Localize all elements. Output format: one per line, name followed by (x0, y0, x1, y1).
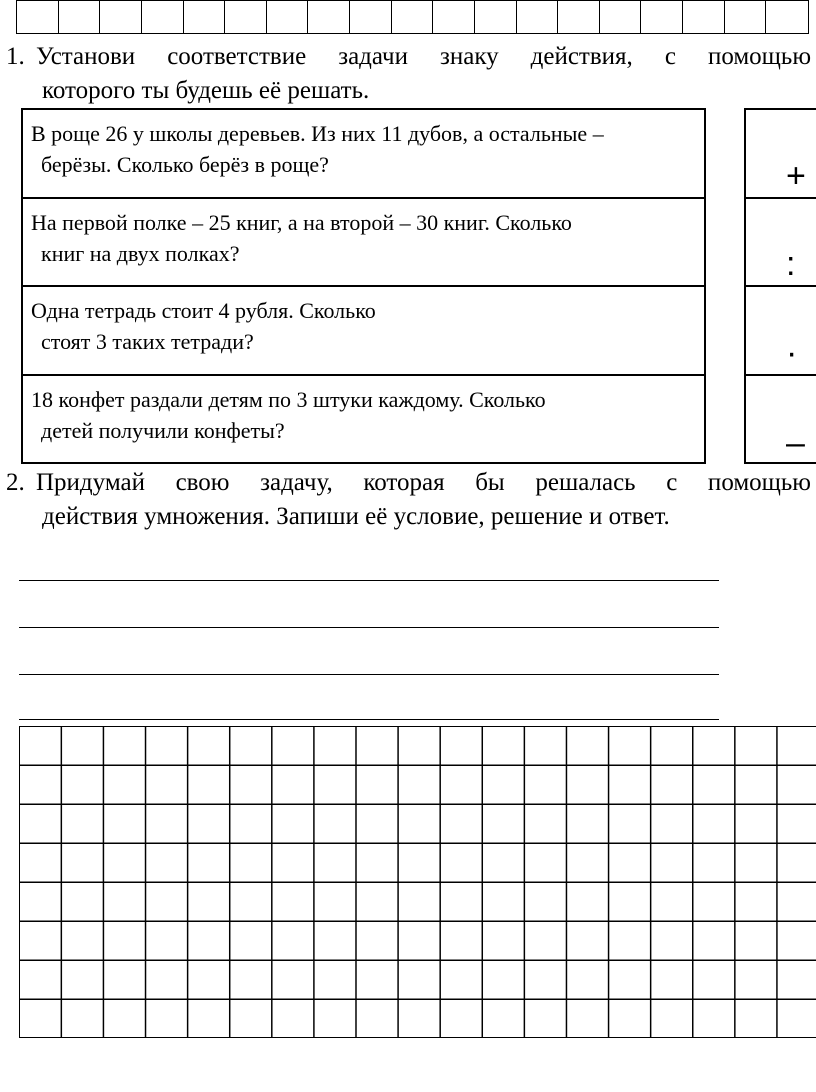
grid-cell (184, 1, 226, 33)
grid-cell (142, 1, 184, 33)
grid-cell (558, 1, 600, 33)
divide-sign: : (786, 245, 796, 283)
problem-text-line-2: книг на двух полках? (41, 240, 240, 266)
minus-sign: – (786, 424, 805, 462)
problem-text-line-1: 18 конфет раздали детям по 3 штуки каждому. Сколько (31, 386, 546, 412)
sign-cell-multiply (746, 287, 816, 376)
answer-line[interactable] (19, 719, 719, 720)
problem-row (23, 376, 704, 465)
operation-sign-column (744, 108, 816, 464)
plus-sign: + (786, 156, 806, 195)
grid-cell (308, 1, 350, 33)
grid-cell (17, 1, 59, 33)
problem-row (23, 110, 704, 199)
task-1-text-line-2: которого ты будешь её решать. (42, 77, 370, 104)
grid-cell (641, 1, 683, 33)
task-2-text-line-2: действия умножения. Запиши её условие, решение и ответ. (42, 503, 670, 530)
grid-cell (100, 1, 142, 33)
problem-table (21, 108, 706, 464)
task-number: 1. (6, 43, 25, 70)
task-number: 2. (6, 469, 25, 496)
grid-cell (475, 1, 517, 33)
sign-cell-divide (746, 199, 816, 288)
problem-text-line-2: берёзы. Сколько берёз в роще? (41, 152, 329, 177)
answer-line[interactable] (19, 674, 719, 675)
multiply-sign: · (786, 333, 798, 372)
sign-cell-minus (746, 376, 816, 465)
answer-line[interactable] (19, 580, 719, 581)
grid-cell (267, 1, 309, 33)
writing-grid[interactable] (19, 726, 816, 1038)
grid-cell (600, 1, 642, 33)
grid-cell (59, 1, 101, 33)
problem-text-line-1: Одна тетрадь стоит 4 рубля. Сколько (31, 298, 376, 323)
grid-cell (433, 1, 475, 33)
problem-row (23, 287, 704, 376)
grid-cell (392, 1, 434, 33)
task-2-text-line-1: Придумай свою задачу, которая бы решалась с помощью (36, 469, 811, 496)
sign-cell-plus (746, 110, 816, 199)
problem-text-line-1: В роще 26 у школы деревьев. Из них 11 дубов, а остальные – (31, 121, 604, 146)
grid-cell (225, 1, 267, 33)
answer-line[interactable] (19, 627, 719, 628)
task-2 (6, 466, 811, 534)
problem-text-line-2: детей получили конфеты? (41, 417, 285, 443)
grid-cell (766, 1, 808, 33)
top-cell-strip (16, 0, 809, 34)
problem-text-line-1: На первой полке – 25 книг, а на второй – 30 книг. Сколько (31, 209, 572, 235)
task-1 (6, 40, 811, 108)
problem-text-line-2: стоят 3 таких тетради? (41, 329, 254, 354)
task-1-text-line-1: Установи соответствие задачи знаку действия, с помощью (36, 43, 811, 70)
problem-row (23, 199, 704, 288)
grid-cell (517, 1, 559, 33)
grid-cell (683, 1, 725, 33)
grid-cell (725, 1, 767, 33)
grid-cell (350, 1, 392, 33)
